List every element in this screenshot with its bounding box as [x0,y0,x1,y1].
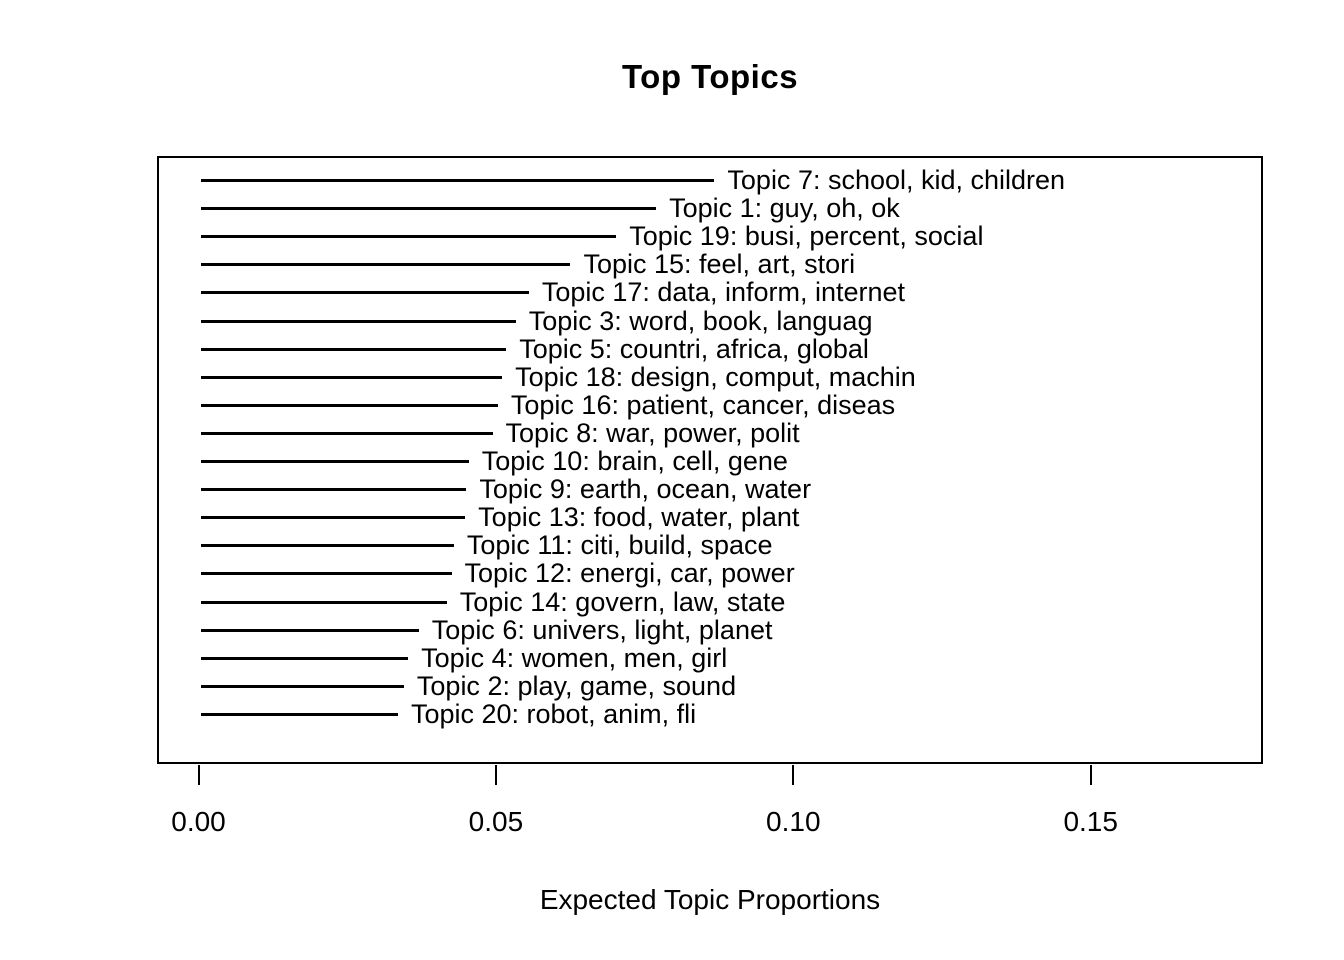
topic-label: Topic 5: countri, africa, global [519,333,869,364]
topic-line [201,601,447,604]
topic-line [201,685,404,688]
x-tick-label: 0.15 [1063,806,1118,837]
topic-line [201,488,467,491]
topic-line [201,572,452,575]
x-tick [792,765,794,785]
topic-label: Topic 9: earth, ocean, water [479,474,812,505]
topic-line [201,544,454,547]
topic-line [201,235,617,238]
topic-label: Topic 3: word, book, languag [528,305,873,336]
topic-line [201,657,409,660]
x-tick [1090,765,1092,785]
x-tick-label: 0.10 [766,806,821,837]
topic-line [201,629,419,632]
topic-label: Topic 1: guy, oh, ok [669,193,900,224]
topic-line [201,713,398,716]
topic-label: Topic 20: robot, anim, fli [410,698,697,729]
x-tick [495,765,497,785]
topic-label: Topic 17: data, inform, internet [541,277,906,308]
topic-line [201,291,529,294]
topic-label: Topic 4: women, men, girl [421,642,728,673]
topic-label: Topic 7: school, kid, children [727,165,1066,195]
topic-line [201,179,715,182]
x-axis-title: Expected Topic Proportions [539,884,881,915]
topic-label: Topic 11: citi, build, space [466,530,773,561]
topic-line [201,460,469,463]
topic-line [201,263,571,266]
topic-label: Topic 12: energi, car, power [464,558,795,589]
topic-line [201,348,507,351]
x-tick [198,765,200,785]
topic-line [201,404,498,407]
topic-label: Topic 19: busi, percent, social [629,221,984,252]
x-tick-label: 0.05 [468,806,524,837]
topic-label: Topic 18: design, comput, machin [515,361,916,392]
topic-label: Topic 2: play, game, sound [416,670,737,701]
topic-line [201,516,466,519]
plot-area [157,156,1263,764]
topic-label: Topic 14: govern, law, state [459,586,786,617]
topic-label: Topic 13: food, water, plant [478,502,800,533]
topic-line [201,376,503,379]
topic-label: Topic 8: war, power, polit [505,417,800,448]
topic-label: Topic 16: patient, cancer, diseas [510,389,896,420]
topic-label: Topic 6: univers, light, planet [431,614,773,645]
topic-label: Topic 10: brain, cell, gene [481,446,788,476]
topic-label: Topic 15: feel, art, stori [583,249,856,280]
x-tick-label: 0.00 [171,806,226,837]
topic-line [201,207,657,210]
topic-line [201,432,493,435]
chart-title: Top Topics [621,58,799,95]
topic-line [201,320,516,323]
